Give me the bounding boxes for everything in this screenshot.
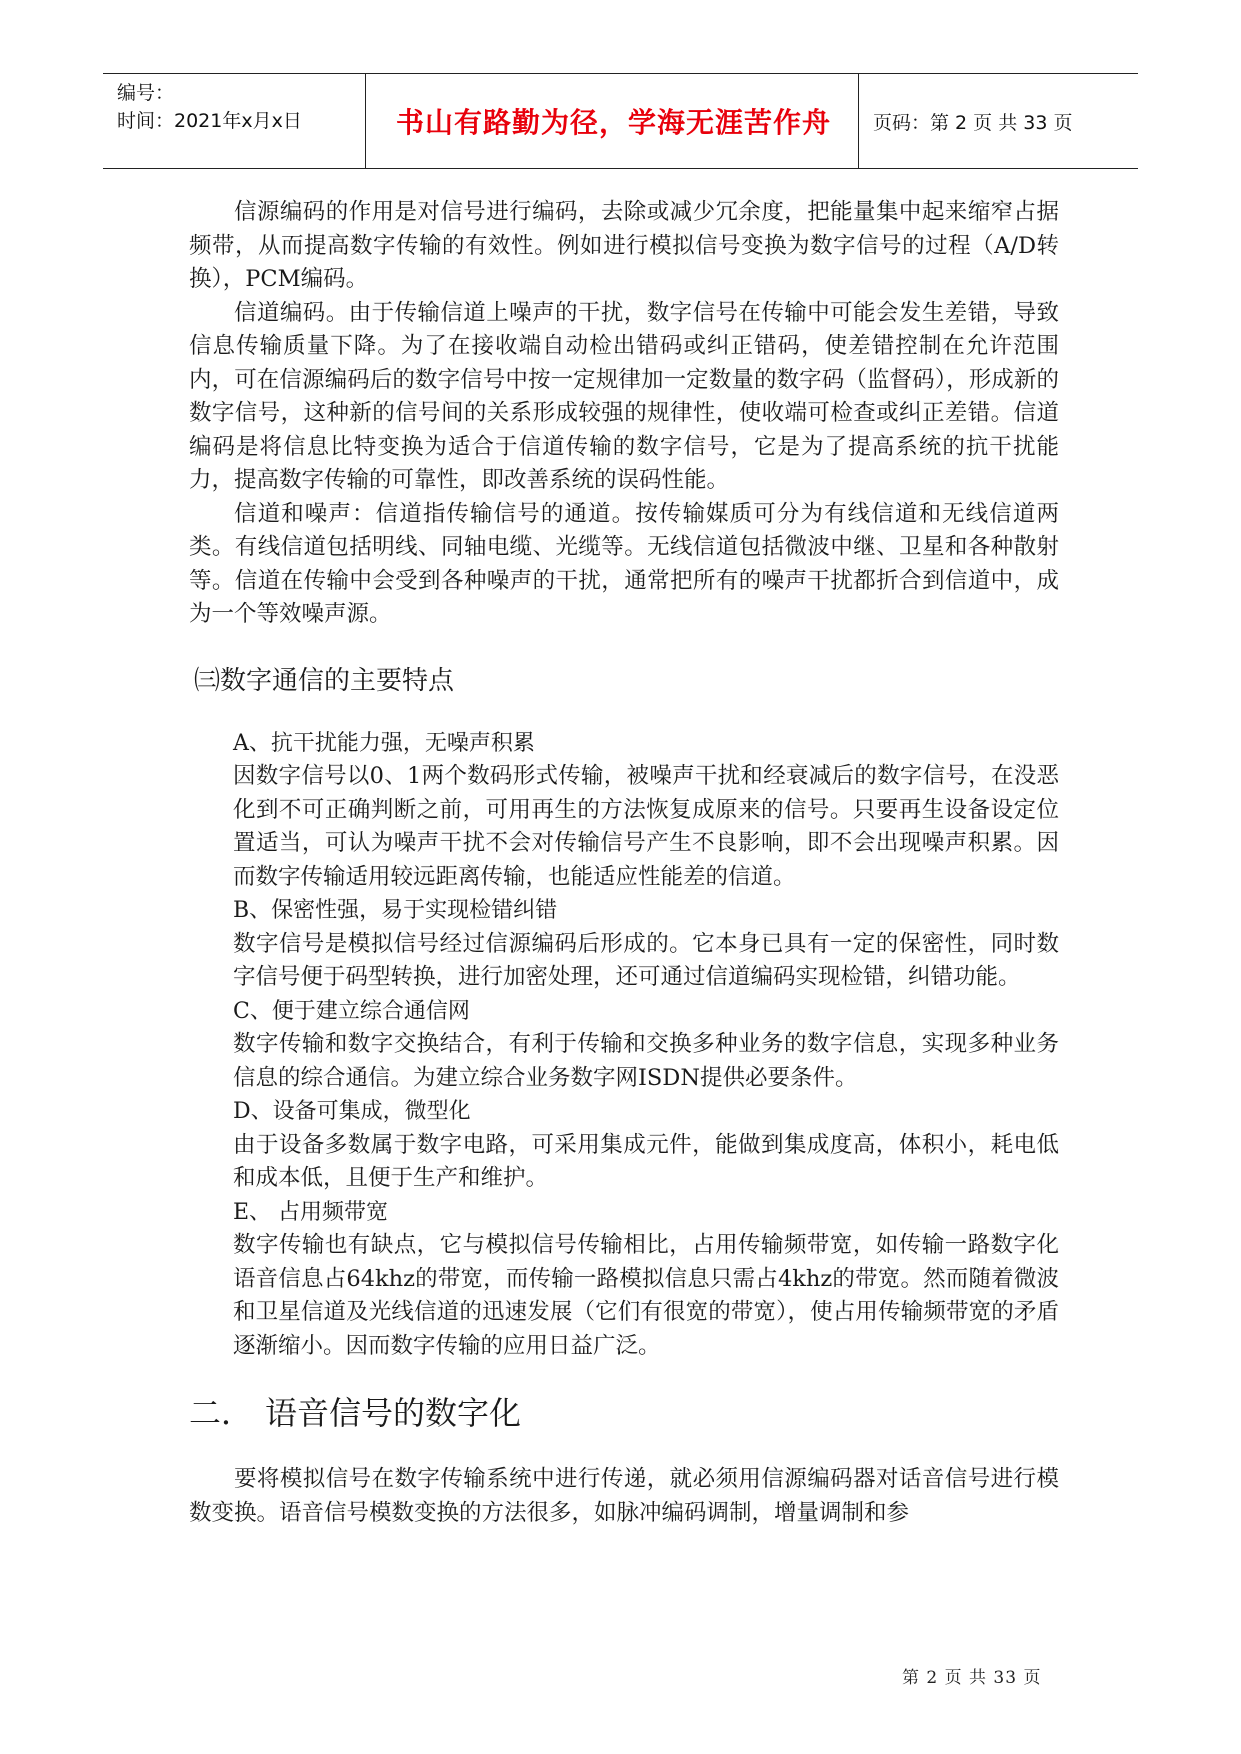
feature-heading: C、便于建立综合通信网 [233, 998, 470, 1024]
paragraph-channel-noise: 信道和噪声：信道指传输信号的通道。按传输媒质可分为有线信道和无线信道两类。有线信道包括明线、同轴电缆、光缆等。无线信道包括微波中继、卫星和各种散射等。信道在传输中会受到各种噪声的干扰，通常把所有的噪声干扰都折合到信道中，成为一个等效噪声源。 [189, 500, 1059, 627]
paragraph-source-coding: 信源编码的作用是对信号进行编码，去除或减少冗余度，把能量集中起来缩窄占据频带，从而提高数字传输的有效性。例如进行模拟信号变换为数字信号的过程（A/D转换），PCM编码。 [189, 199, 1059, 292]
feature-item [189, 894, 1059, 995]
header-page-label: 页码：第 2 页 共 33 页 [873, 111, 1073, 134]
footer-page-number: 第 2 页 共 33 页 [902, 1668, 1042, 1688]
feature-item [189, 1095, 1059, 1196]
header-time-label: 时间：2021年x月x日 [117, 110, 302, 132]
feature-text: 数字传输也有缺点，它与模拟信号传输相比，占用传输频带宽，如传输一路数字化语音信息占64khz的带宽，而传输一路模拟信息只需占4khz的带宽。然而随着微波和卫星信道及光线信道的迅速发展（它们有很宽的带宽），使占用传输频带宽的矛盾逐渐缩小。因而数字传输的应用日益广泛。 [233, 1232, 1059, 1359]
section-title: 语音信号的数字化 [265, 1394, 522, 1432]
header-meta [117, 79, 302, 135]
section-heading-features: ㈢数字通信的主要特点 [194, 665, 455, 696]
feature-heading: D、设备可集成，微型化 [233, 1099, 471, 1124]
feature-heading: A、抗干扰能力强，无噪声积累 [233, 730, 535, 756]
paragraph-speech-ad: 要将模拟信号在数字传输系统中进行传递，就必须用信源编码器对话音信号进行模数变换。语音信号模数变换的方法很多，如脉冲编码调制，增量调制和参 [189, 1466, 1059, 1526]
header-motto: 书山有路勤为径，学海无涯苦作舟 [395, 106, 831, 139]
feature-item [189, 995, 1059, 1096]
feature-text: 由于设备多数属于数字电路，可采用集成元件，能做到集成度高，体积小，耗电低和成本低，且便于生产和维护。 [233, 1131, 1059, 1191]
feature-heading: B、保密性强，易于实现检错纠错 [233, 898, 558, 923]
feature-item [189, 727, 1059, 895]
feature-text: 数字信号是模拟信号经过信源编码后形成的。它本身已具有一定的保密性，同时数字信号便于码型转换，进行加密处理，还可通过信道编码实现检错，纠错功能。 [233, 930, 1059, 990]
feature-item [189, 1196, 1059, 1364]
document-body [189, 196, 1059, 1530]
paragraph-channel-coding: 信道编码。由于传输信道上噪声的干扰，数字信号在传输中可能会发生差错，导致信息传输质量下降。为了在接收端自动检出错码或纠正错码，使差错控制在允许范围内，可在信源编码后的数字信号中按一定规律加一定数量的数字码（监督码），形成新的数字信号，这种新的信号间的关系形成较强的规律性，使收端可检查或纠正差错。信道编码是将信息比特变换为适合于信道传输的数字信号，它是为了提高系统的抗干扰能力，提高数字传输的可靠性，即改善系统的误码性能。 [189, 299, 1059, 493]
page-header [103, 73, 1138, 169]
feature-list [189, 727, 1059, 1364]
feature-text: 数字传输和数字交换结合，有利于传输和交换多种业务的数字信息，实现多种业务信息的综合通信。为建立综合业务数字网ISDN提供必要条件。 [233, 1031, 1059, 1091]
section-number: 二． [189, 1394, 254, 1432]
feature-heading: E、 占用频带宽 [233, 1199, 389, 1225]
header-divider-left [365, 73, 366, 169]
section-heading-speech-digitization [189, 1393, 1059, 1433]
header-number-label: 编号： [117, 82, 175, 104]
feature-text: 因数字信号以0、1两个数码形式传输，被噪声干扰和经衰减后的数字信号，在没恶化到不可正确判断之前，可用再生的方法恢复成原来的信号。只要再生设备设定位置适当，可认为噪声干扰不会对传输信号产生不良影响，即不会出现噪声积累。因而数字传输适用较远距离传输，也能适应性能差的信道。 [233, 763, 1059, 890]
